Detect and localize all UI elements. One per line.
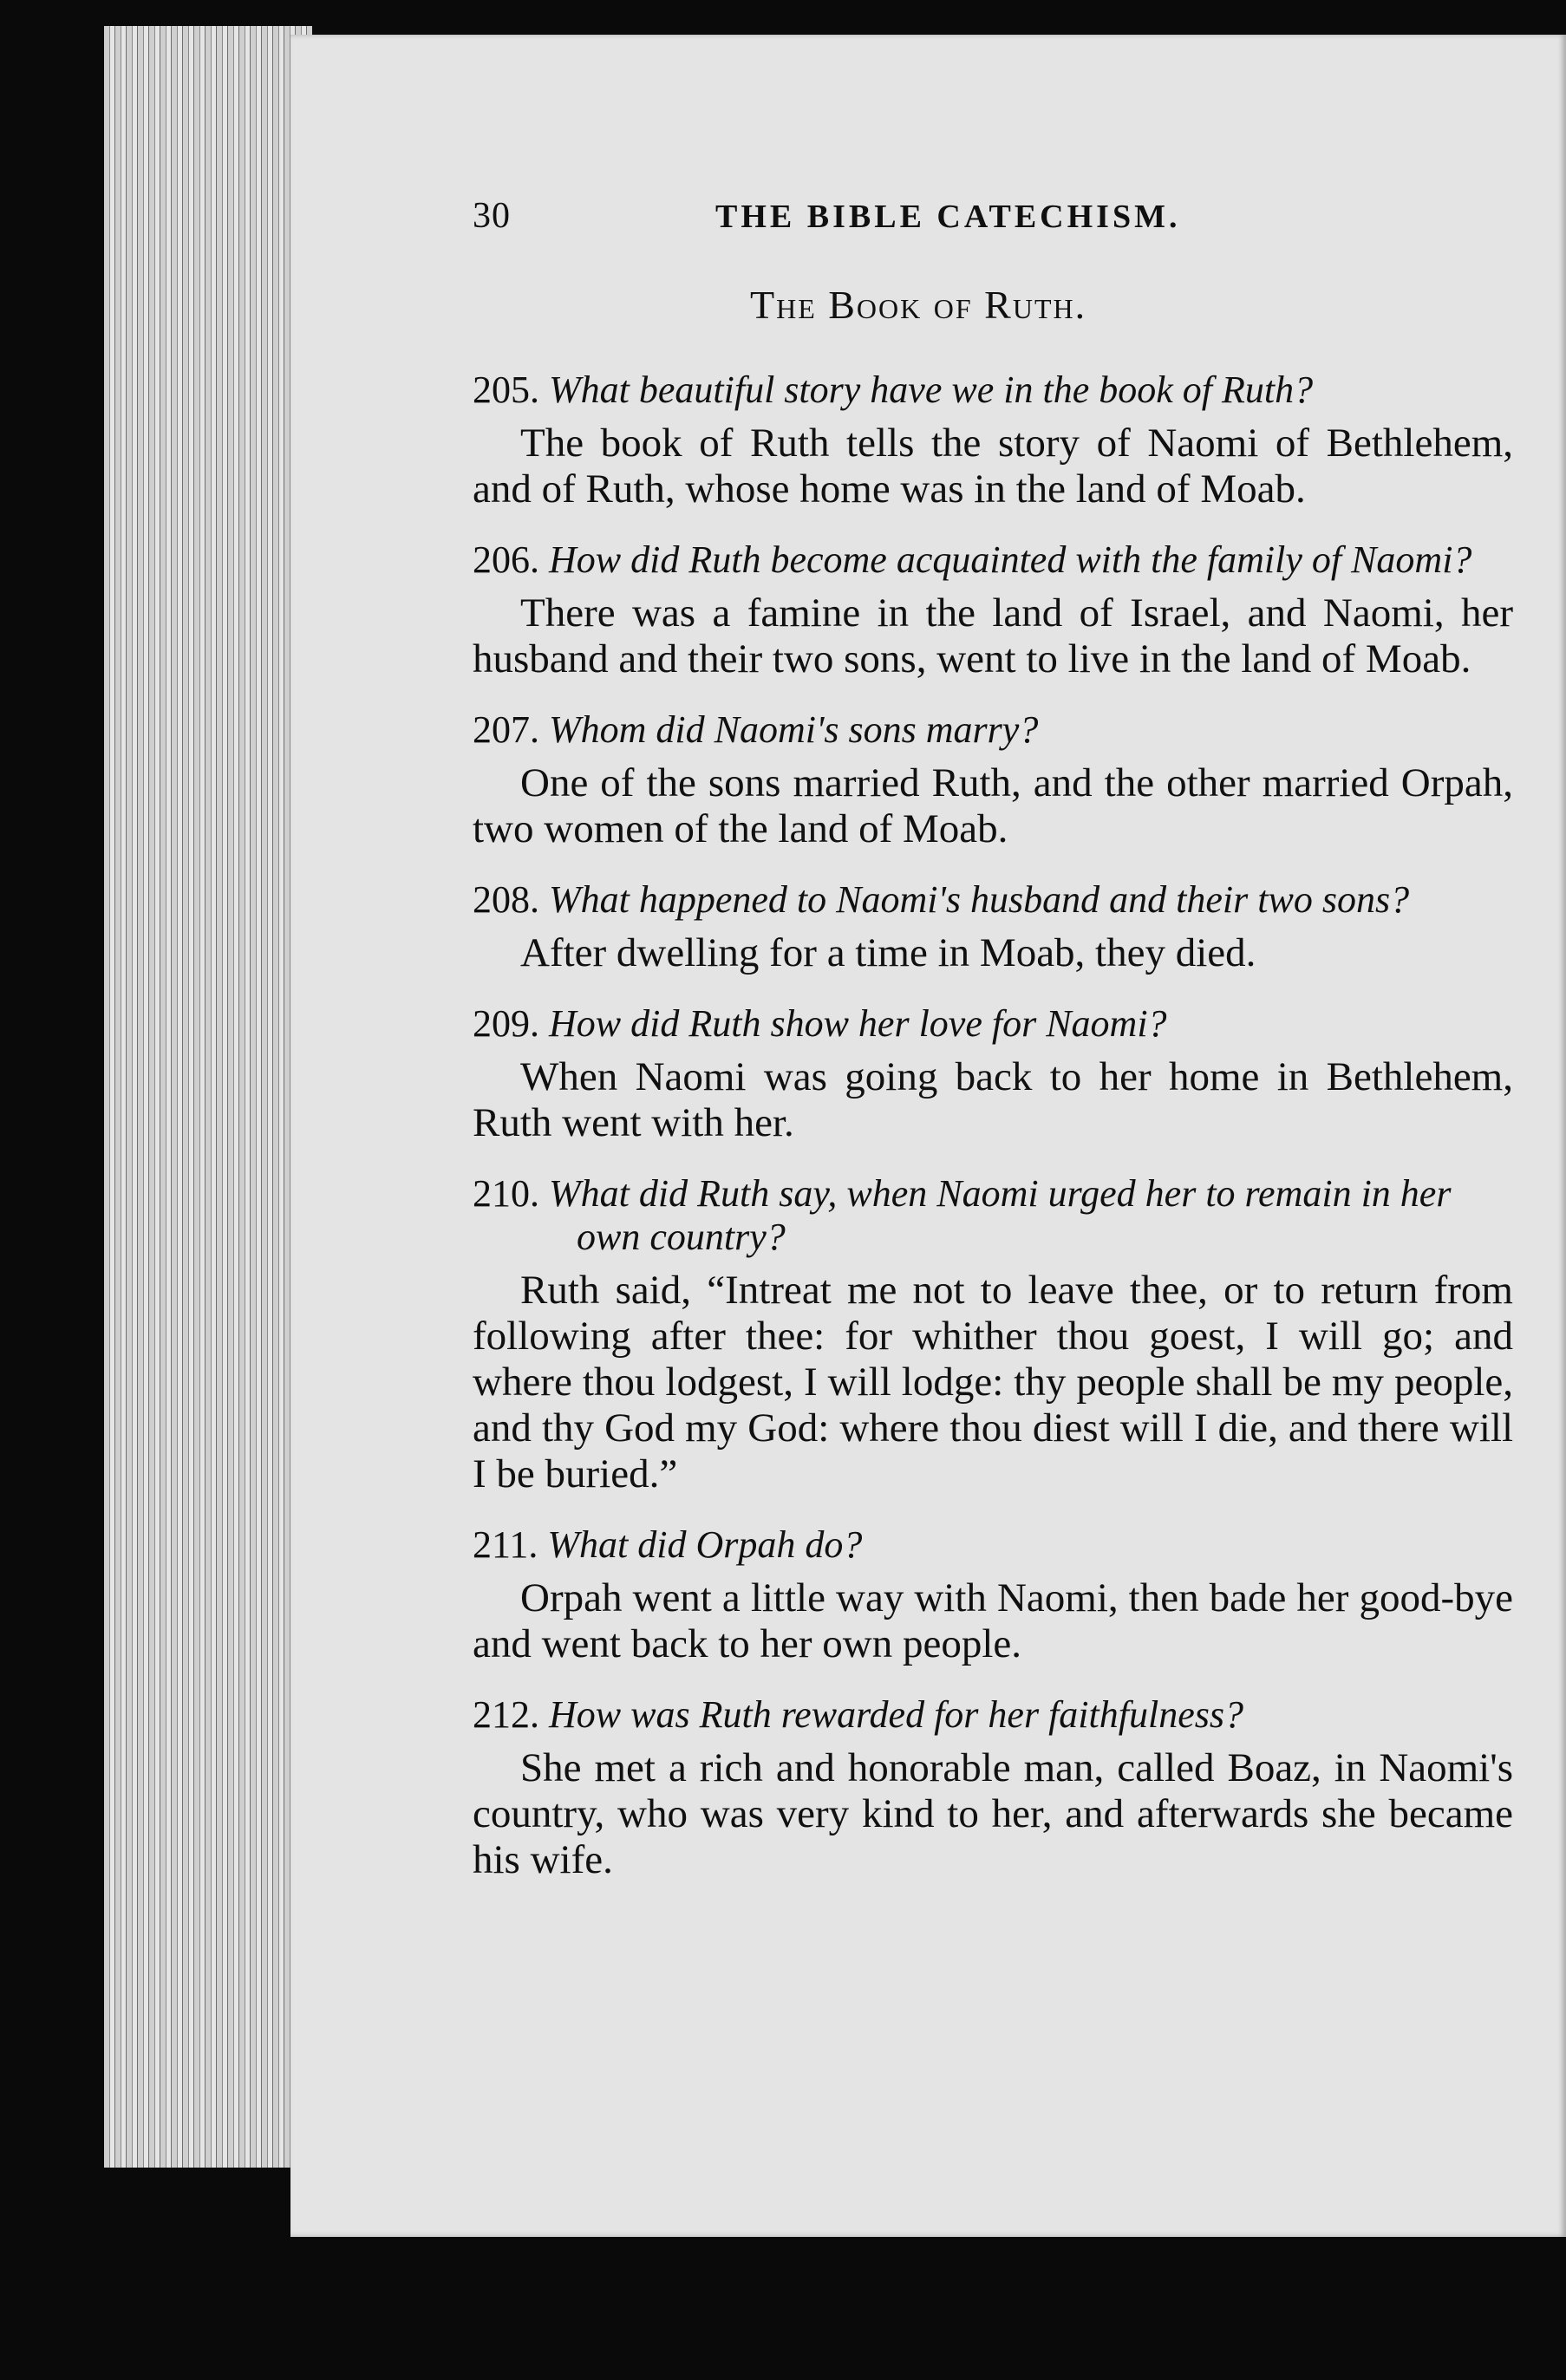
page-text-block [473, 195, 1513, 1883]
question-text: What did Ruth say, when Naomi urged her to remain in her own country? [549, 1172, 1452, 1258]
answer-text: There was a famine in the land of Israel, and Naomi, her husband and their two sons, went to live in the land of Moab. [473, 590, 1513, 681]
question [473, 1002, 1513, 1046]
question-text: How did Ruth show her love for Naomi? [549, 1002, 1167, 1045]
page-number: 30 [473, 196, 511, 236]
question-number: 212. [473, 1693, 539, 1736]
answer-text: Ruth said, “Intreat me not to leave thee, or to return from following after thee: for whither thou goest, I will go; and where thou lodgest, I will lodge: thy people shall be my people, and thy God my God: where thou diest will I die, and there will I be buried.” [473, 1268, 1513, 1496]
answer-text: After dwelling for a time in Moab, they died. [520, 930, 1256, 975]
question [473, 368, 1513, 412]
running-head [473, 195, 1513, 247]
answer-text: She met a rich and honorable man, called Boaz, in Naomi's country, who was very kind to her, and afterwards she became his wife. [473, 1745, 1513, 1882]
qa-item [473, 1693, 1513, 1883]
question [473, 708, 1513, 752]
question [473, 878, 1513, 922]
question-number: 205. [473, 368, 539, 411]
question-number: 210. [473, 1172, 539, 1215]
question-text: How was Ruth rewarded for her faithfulness? [549, 1693, 1243, 1736]
answer-text: The book of Ruth tells the story of Naomi of Bethlehem, and of Ruth, whose home was in the land of Moab. [473, 421, 1513, 512]
question [473, 1693, 1513, 1737]
book-page-edges [104, 26, 312, 2168]
question-number: 206. [473, 538, 539, 581]
qa-item [473, 1002, 1513, 1146]
question-number: 211. [473, 1523, 538, 1566]
question-text: What happened to Naomi's husband and their two sons? [549, 878, 1410, 921]
question-text: Whom did Naomi's sons marry? [549, 708, 1039, 751]
qa-item [473, 1172, 1513, 1497]
qa-item [473, 368, 1513, 512]
question-number: 209. [473, 1002, 539, 1045]
qa-item [473, 538, 1513, 682]
qa-item [473, 1523, 1513, 1667]
question-number: 208. [473, 878, 539, 921]
question [473, 1523, 1513, 1567]
qa-item [473, 708, 1513, 852]
running-title: THE BIBLE CATECHISM. [715, 199, 1181, 235]
question-number: 207. [473, 708, 539, 751]
qa-item [473, 878, 1513, 976]
question [473, 1172, 1513, 1259]
answer-text: When Naomi was going back to her home in Bethlehem, Ruth went with her. [473, 1054, 1513, 1145]
question-text: How did Ruth become acquainted with the family of Naomi? [549, 538, 1472, 581]
section-title: The Book of Ruth. [750, 283, 1087, 327]
answer-text: One of the sons married Ruth, and the other married Orpah, two women of the land of Moab. [473, 760, 1513, 851]
answer-text: Orpah went a little way with Naomi, then bade her good-bye and went back to her own people. [473, 1575, 1513, 1666]
question-text: What beautiful story have we in the book of Ruth? [549, 368, 1314, 411]
question [473, 538, 1513, 582]
question-text: What did Orpah do? [547, 1523, 863, 1566]
